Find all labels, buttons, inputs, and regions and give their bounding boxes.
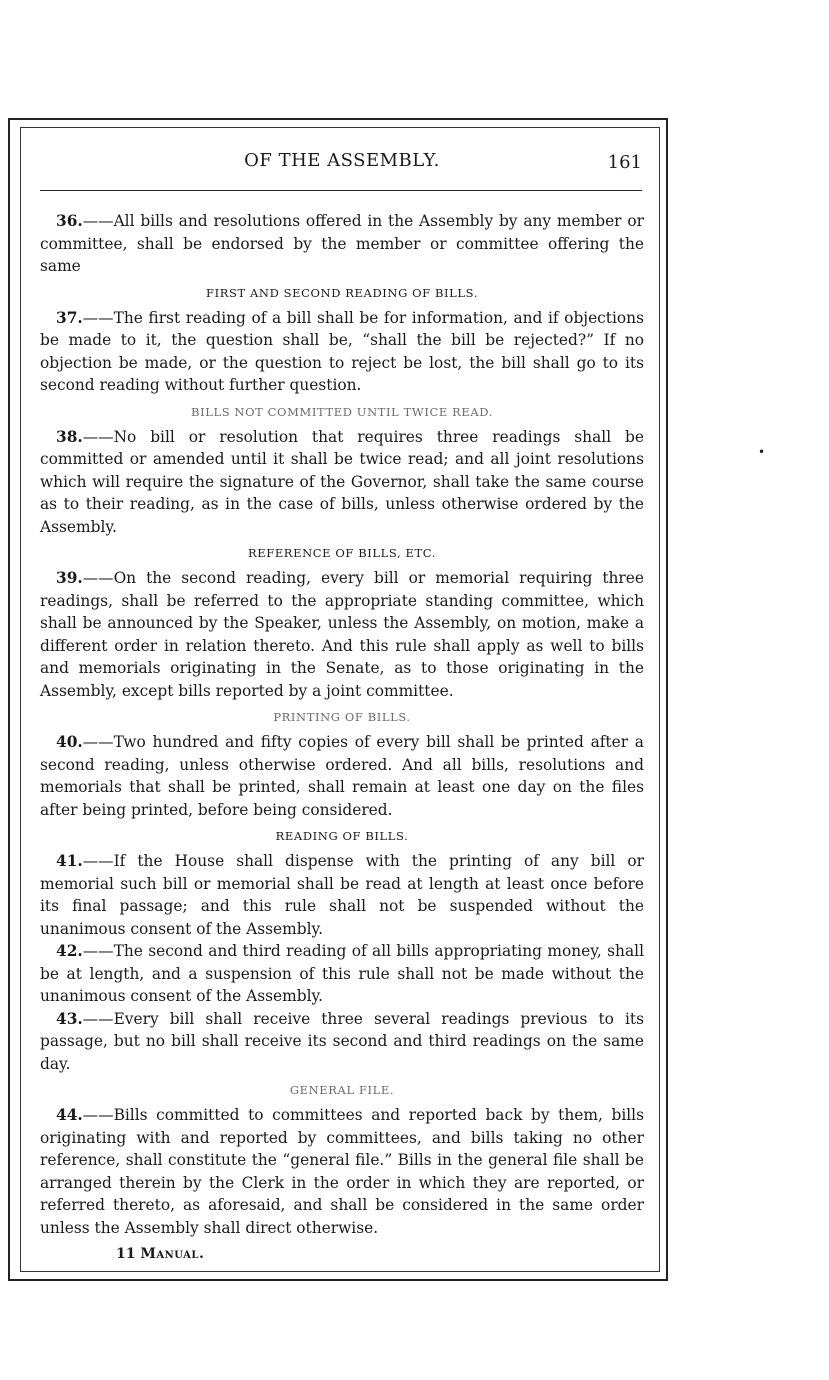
rule-text: ——If the House shall dispense with the printing of any bill or memorial such bill or memorial shall be read at length at least once before its final passage; and this rule shall not be suspended without the unanimous consent of the Assembly. <box>40 852 644 938</box>
rule-text: ——Two hundred and fifty copies of every bill shall be printed after a second reading, unless otherwise ordered. And all bills, resolutions and memorials that shall be printed, shall remain at least one day on the files after being printed, before being considered. <box>40 733 644 819</box>
header-rule <box>40 190 642 191</box>
rule-number: 36. <box>56 212 83 230</box>
running-header <box>40 146 644 182</box>
rule-text: ——The first reading of a bill shall be for information, and if objections be made to it, the question shall be, “shall the bill be rejected?” If no objection be made, or the question to reject be lost, the bill shall go to its second reading without further question. <box>40 308 644 394</box>
rule-41 <box>40 850 644 940</box>
rule-number: 39. <box>56 569 83 587</box>
rule-number: 37. <box>56 308 83 327</box>
rule-36 <box>40 210 644 278</box>
rule-text: ——Bills committed to committees and reported back by them, bills originating with and reported by committees, and bills taking no other reference, shall constitute the “general file.” Bills in the general file shall be arranged therein by the Clerk in the order in which they are reported, or referred thereto, as aforesaid, and shall be considered in the same order unless the Assembly shall direct otherwise. <box>40 1106 644 1237</box>
section-heading: BILLS NOT COMMITTED UNTIL TWICE READ. <box>191 404 493 419</box>
section-heading: FIRST AND SECOND READING OF BILLS. <box>206 285 478 300</box>
rule-number: 38. <box>56 427 83 446</box>
rule-text: ——Every bill shall receive three several readings previous to its passage, but no bill shall receive its second and third readings on the same day. <box>40 1009 644 1073</box>
rule-number: 44. <box>56 1106 83 1124</box>
ink-speck: • <box>758 445 766 459</box>
rule-number: 41. <box>56 852 83 870</box>
rule-39 <box>40 567 644 702</box>
rule-number: 40. <box>56 733 83 751</box>
rule-38 <box>40 426 644 539</box>
section-heading: REFERENCE OF BILLS, ETC. <box>247 546 436 560</box>
signature-word: Manual. <box>140 1246 205 1262</box>
rule-44 <box>40 1104 644 1239</box>
signature-number: 11 <box>116 1246 136 1262</box>
rule-37 <box>40 307 644 397</box>
rule-text: ——The second and third reading of all bills appropriating money, shall be at length, and a suspension of this rule shall not be made without the unanimous consent of the Assembly. <box>40 942 644 1005</box>
rule-number: 42. <box>56 942 83 960</box>
page-number: 161 <box>607 152 642 173</box>
rule-text: ——No bill or resolution that requires three readings shall be committed or amended until it shall be twice read; and all joint resolutions which will require the signature of the Governor, shall take the same course as to their reading, as in the case of bills, unless otherwise ordered by the Assembly. <box>40 427 644 536</box>
page-body <box>40 210 644 1266</box>
section-heading: READING OF BILLS. <box>275 829 409 843</box>
section-heading: PRINTING OF BILLS. <box>273 710 411 724</box>
rule-number: 43. <box>56 1009 83 1028</box>
rule-42 <box>40 940 644 1008</box>
section-heading: GENERAL FILE. <box>289 1083 395 1097</box>
rule-40 <box>40 731 644 821</box>
running-title: OF THE ASSEMBLY. <box>244 150 440 171</box>
rule-text: ——On the second reading, every bill or memorial requiring three readings, shall be referred to the appropriate standing committee, which shall be announced by the Speaker, unless the Assembly, on motion, make a different order in relation thereto. And this rule shall apply as well to bills and memorials originating in the Senate, as to those originating in the Assembly, except bills reported by a joint committee. <box>40 569 644 700</box>
rule-43 <box>40 1008 644 1076</box>
rule-text: ——All bills and resolutions offered in the Assembly by any member or committee, shall be endorsed by the member or committee offering the same <box>40 212 644 275</box>
signature-mark <box>116 1243 644 1266</box>
